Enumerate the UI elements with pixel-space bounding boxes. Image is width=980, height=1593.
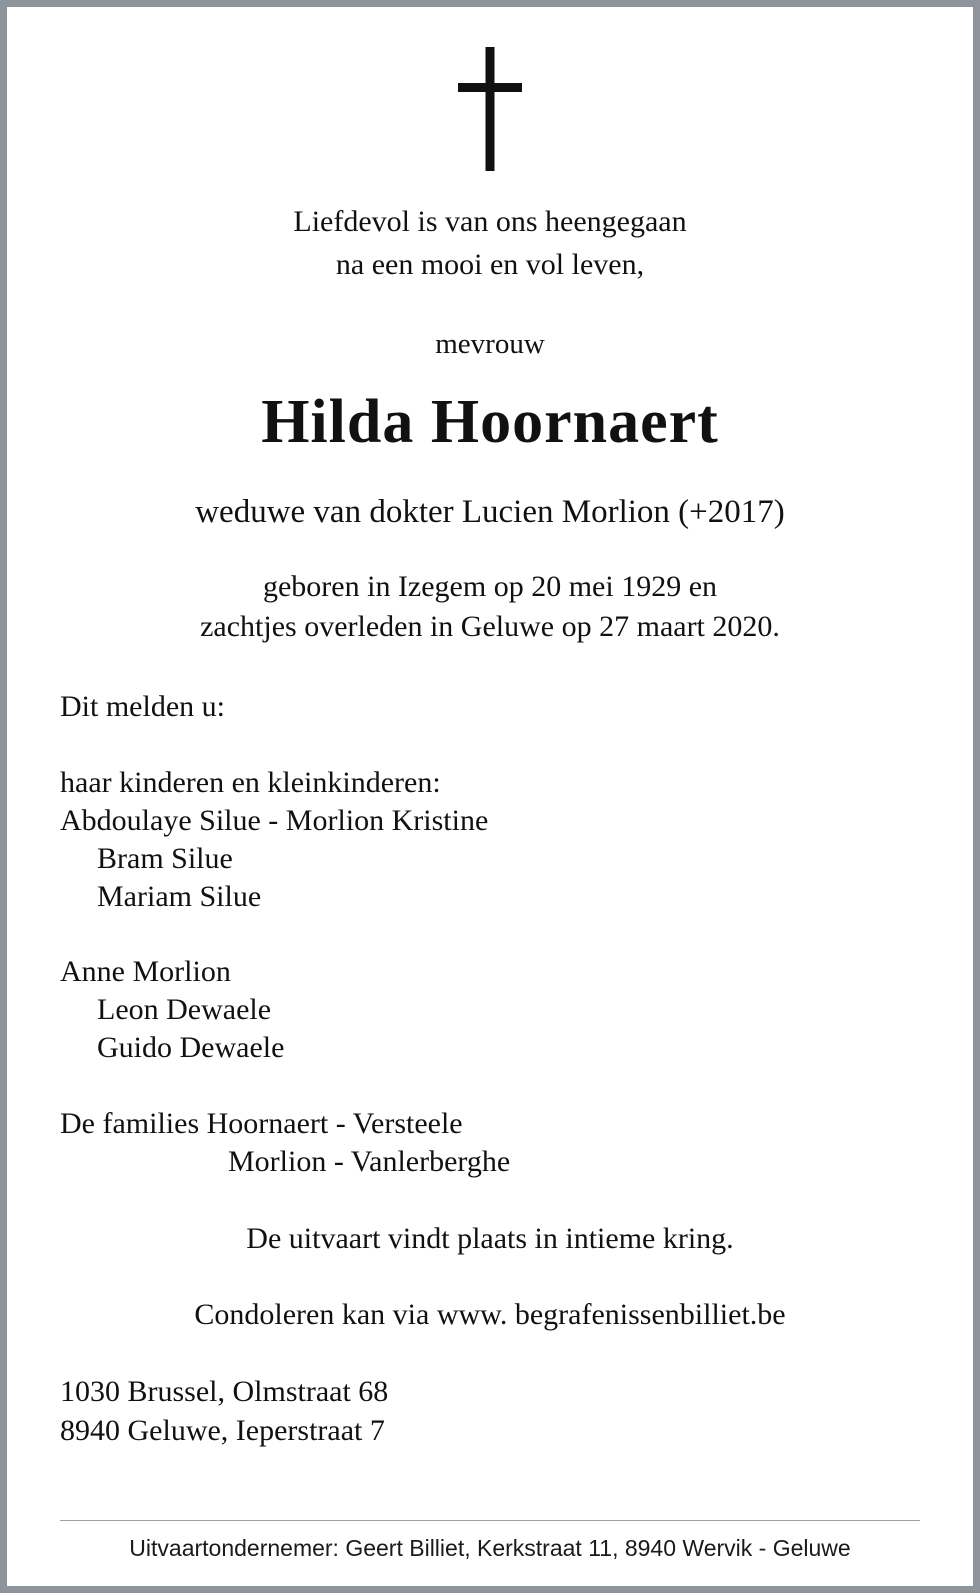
cross-vertical-bar (486, 47, 495, 171)
condolence-line: Condoleren kan via www. begrafenissenbilliet.be (194, 1298, 786, 1332)
birth-death-lines (60, 567, 920, 646)
cross-horizontal-bar (458, 83, 522, 92)
birth-line: geboren in Izegem op 20 mei 1929 en (262, 570, 718, 604)
deceased-subtitle: weduwe van dokter Lucien Morlion (+2017) (195, 494, 785, 531)
addresses (60, 1372, 920, 1450)
family-member: Mariam Silue (97, 879, 262, 913)
undertaker-info: Uitvaartondernemer: Geert Billiet, Kerkstraat 11, 8940 Wervik - Geluwe (129, 1535, 851, 1561)
salutation: mevrouw (435, 328, 545, 361)
footer-area (60, 1520, 920, 1562)
private-funeral-line: De uitvaart vindt plaats in intieme kring. (246, 1222, 734, 1256)
family-member: Bram Silue (97, 841, 233, 875)
latin-cross-icon (458, 47, 522, 171)
deceased-name: Hilda Hoornaert (261, 388, 719, 457)
family-group-2 (60, 953, 920, 1066)
announcement-intro: Dit melden u: (60, 690, 225, 724)
families-line-1: De families Hoornaert - Versteele (60, 1106, 463, 1140)
death-line: zachtjes overleden in Geluwe op 27 maart 2020. (200, 609, 780, 643)
family-member: Abdoulaye Silue - Morlion Kristine (60, 803, 489, 837)
address-line: 1030 Brussel, Olmstraat 68 (60, 1375, 389, 1409)
intro-lines (60, 201, 920, 286)
cross-icon-container (60, 47, 920, 171)
intro-line-1: Liefdevol is van ons heengegaan (293, 205, 687, 238)
intro-line-2: na een mooi en vol leven, (335, 247, 645, 281)
children-group (60, 764, 920, 915)
family-member: Leon Dewaele (97, 993, 272, 1027)
families-lines (60, 1105, 920, 1181)
families-line-2: Morlion - Vanlerberghe (228, 1144, 511, 1178)
family-member: Guido Dewaele (97, 1030, 285, 1064)
footer-divider (60, 1520, 920, 1521)
family-member: Anne Morlion (60, 955, 231, 989)
address-line: 8940 Geluwe, Ieperstraat 7 (60, 1414, 385, 1448)
children-header: haar kinderen en kleinkinderen: (60, 766, 441, 800)
